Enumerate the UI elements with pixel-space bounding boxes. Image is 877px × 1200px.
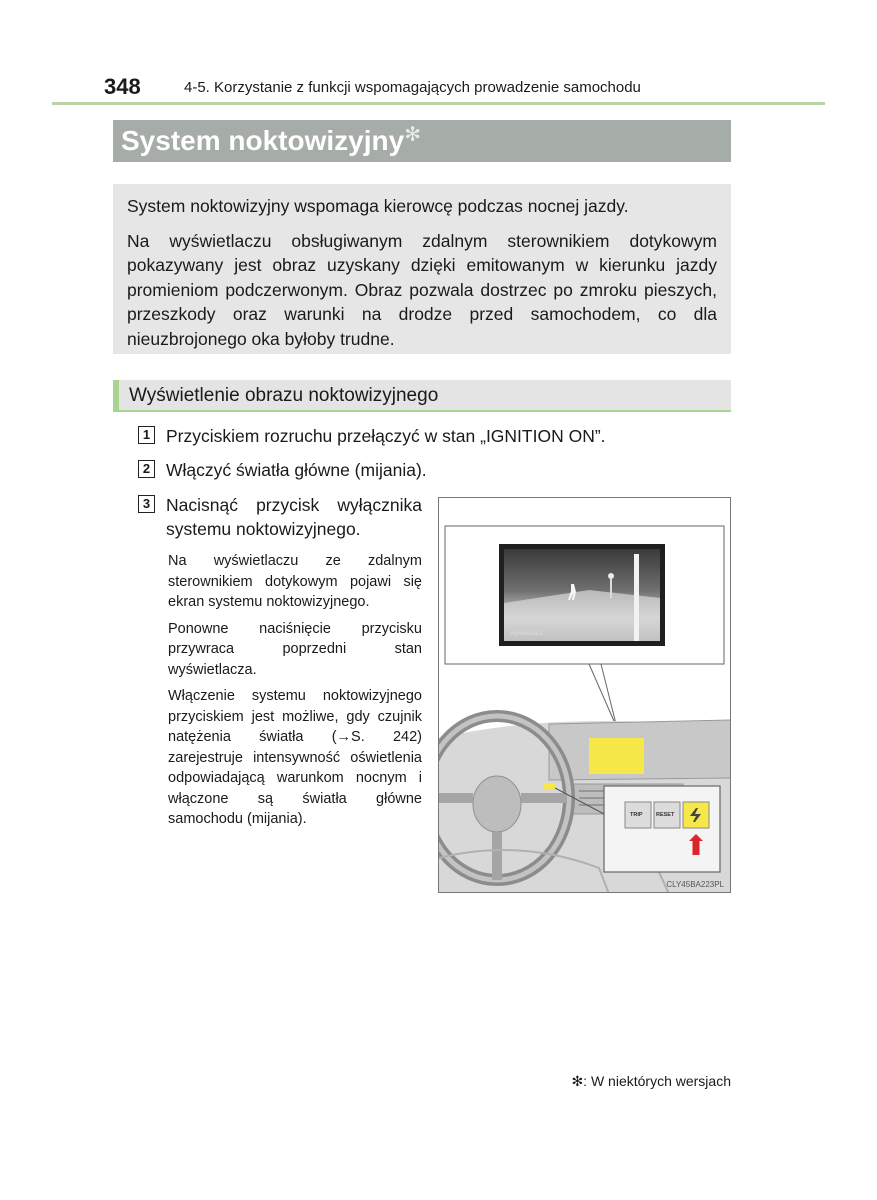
notes [168, 551, 422, 836]
step-text: Przyciskiem rozruchu przełączyć w stan „IGNITION ON”. [166, 426, 606, 446]
step-text: Włączyć światła główne (mijania). [166, 460, 427, 480]
intro-paragraph-1: System noktowizyjny wspomaga kierowcę podczas nocnej jazdy. [127, 196, 629, 216]
section-title-bar [113, 120, 731, 162]
header-divider [52, 102, 825, 105]
chapter-title: 4-5. Korzystanie z funkcji wspomagających prowadzenie samochodu [184, 79, 641, 96]
note-3: Włączenie systemu noktowizyjnego przyciskiem jest możliwe, gdy czujnik natężenia światła (→S. 242) zarejestruje intensywność oświetlenia odpowiadającą warunkom nocnym i włączone są światła główne samochodu (mijania). [168, 688, 422, 827]
page-header [104, 74, 704, 104]
note-1: Na wyświetlaczu ze zdalnym sterownikiem dotykowym pojawi się ekran systemu noktowizyjnego. [168, 553, 422, 610]
subsection-rule [113, 410, 731, 412]
intro-paragraph-2: Na wyświetlaczu obsługiwanym zdalnym sterownikiem dotykowym pokazywany jest obraz uzyskany dzięki emitowanym w kierunku jazdy promieniom podczerwonym. Obraz pozwala dostrzec po zmroku pieszych, przeszkody oraz warunki na drodze przed samochodem, co dla nieuzbrojonego oka byłoby trudne. [127, 230, 717, 349]
figure-code: CLY45BA223PL [666, 880, 724, 889]
footnote: ✻: W niektórych wersjach [571, 1073, 731, 1089]
step-number: 3 [138, 495, 155, 513]
screen-label: Wyświetlacz [510, 631, 543, 637]
step-number: 1 [138, 426, 155, 444]
intro-box [113, 184, 731, 354]
subsection-title: Wyświetlenie obrazu noktowizyjnego [113, 380, 731, 411]
section-title: System noktowizyjny [121, 125, 405, 156]
display-highlight [589, 738, 644, 774]
note-2: Ponowne naciśnięcie przycisku przywraca poprzedni stan wyświetlacza. [168, 620, 422, 678]
reset-button-label: RESET [656, 812, 675, 818]
page-number: 348 [104, 74, 141, 99]
asterisk-icon: ✻ [404, 124, 421, 146]
step-text-line-2: systemu noktowizyjnego. [166, 519, 361, 539]
night-vision-figure [438, 497, 731, 893]
step-text-line-1: Nacisnąć przycisk wyłącznika [166, 495, 422, 515]
step-number: 2 [138, 460, 155, 478]
trip-button-label: TRIP [630, 812, 643, 818]
subsection-accent [113, 380, 119, 411]
button-location-mark [543, 784, 555, 789]
dashboard-illustration [439, 498, 731, 893]
